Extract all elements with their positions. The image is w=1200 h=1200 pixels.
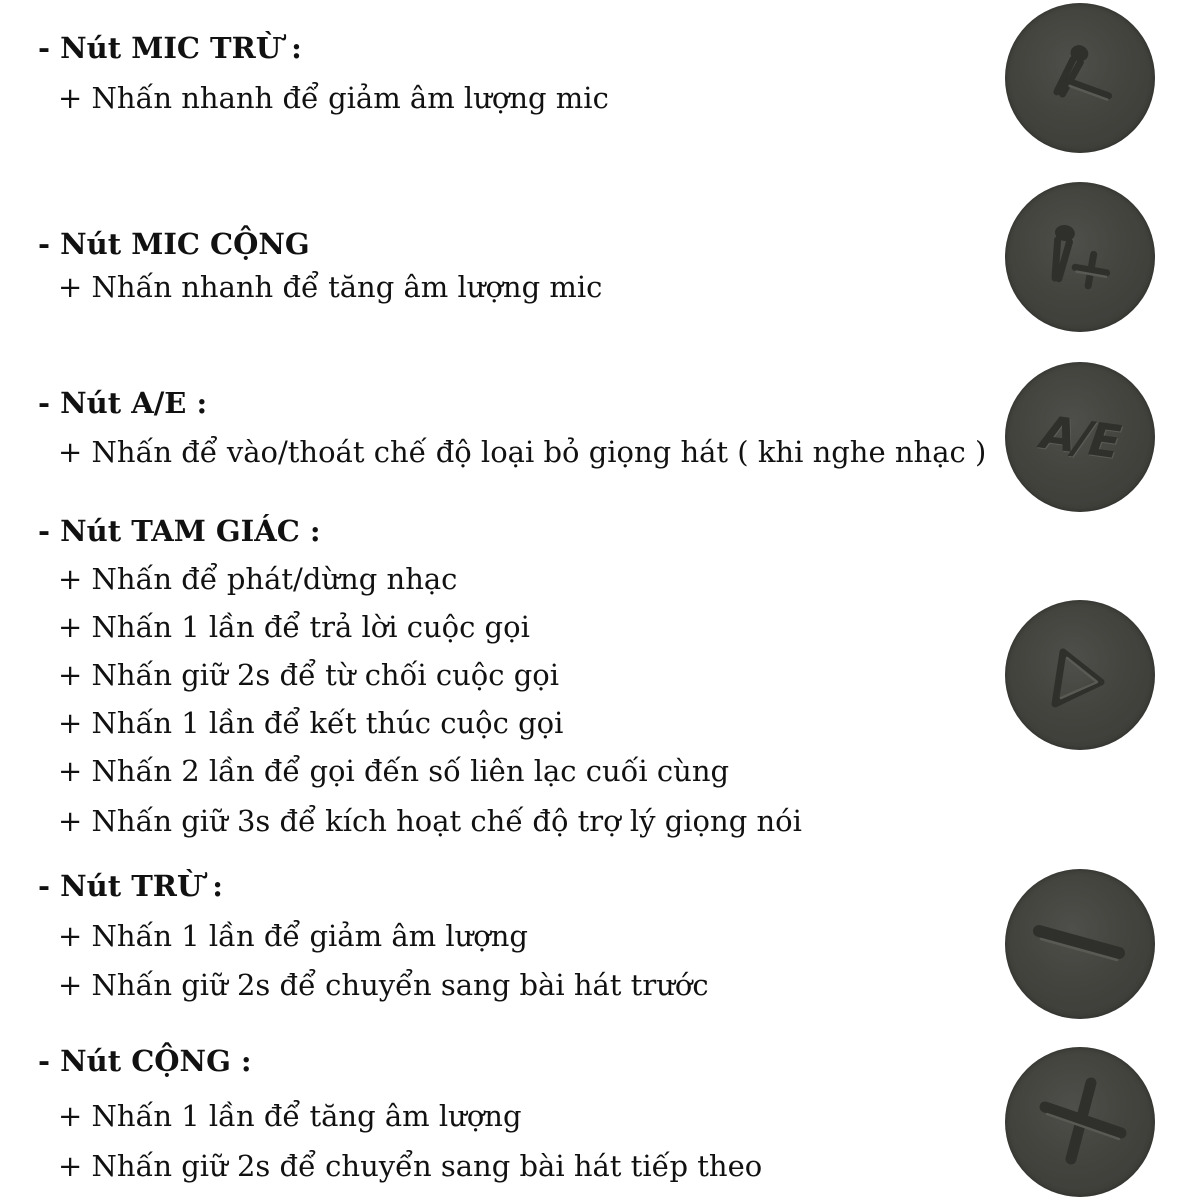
section-heading: - Nút MIC CỘNG: [38, 227, 310, 261]
list-item: + Nhấn để phát/dừng nhạc: [58, 562, 458, 596]
list-item: + Nhấn giữ 2s để chuyển sang bài hát trước: [58, 968, 709, 1002]
list-item: + Nhấn 1 lần để kết thúc cuộc gọi: [58, 706, 564, 740]
list-item: + Nhấn 1 lần để tăng âm lượng: [58, 1099, 522, 1133]
list-item: + Nhấn giữ 2s để từ chối cuộc gọi: [58, 658, 559, 692]
mic-plus-button-image: [1005, 182, 1155, 332]
mic-plus-icon: [1005, 182, 1155, 332]
minus-button-image: [1005, 869, 1155, 1019]
minus-icon: [1005, 869, 1155, 1019]
mic-minus-icon: [1005, 3, 1155, 153]
list-item: + Nhấn giữ 2s để chuyển sang bài hát tiếp theo: [58, 1149, 763, 1183]
ae-button-image: [1005, 362, 1155, 512]
section-heading: - Nút CỘNG :: [38, 1044, 252, 1078]
section-heading: - Nút MIC TRỪ :: [38, 31, 302, 65]
section-heading: - Nút TRỪ :: [38, 869, 223, 903]
list-item: + Nhấn nhanh để giảm âm lượng mic: [58, 81, 609, 115]
section-heading: - Nút TAM GIÁC :: [38, 514, 321, 548]
list-item: + Nhấn 1 lần để giảm âm lượng: [58, 919, 528, 953]
list-item: + Nhấn để vào/thoát chế độ loại bỏ giọng hát ( khi nghe nhạc ): [58, 435, 987, 469]
plus-icon: [1005, 1047, 1155, 1197]
section-heading: - Nút A/E :: [38, 386, 208, 420]
plus-button-image: [1005, 1047, 1155, 1197]
play-triangle-icon: [1005, 600, 1155, 750]
list-item: + Nhấn nhanh để tăng âm lượng mic: [58, 270, 603, 304]
mic-minus-button-image: [1005, 3, 1155, 153]
play-triangle-button-image: [1005, 600, 1155, 750]
list-item: + Nhấn 1 lần để trả lời cuộc gọi: [58, 610, 530, 644]
list-item: + Nhấn giữ 3s để kích hoạt chế độ trợ lý giọng nói: [58, 804, 802, 838]
list-item: + Nhấn 2 lần để gọi đến số liên lạc cuối cùng: [58, 754, 730, 788]
ae-icon: A/E: [1037, 404, 1123, 470]
